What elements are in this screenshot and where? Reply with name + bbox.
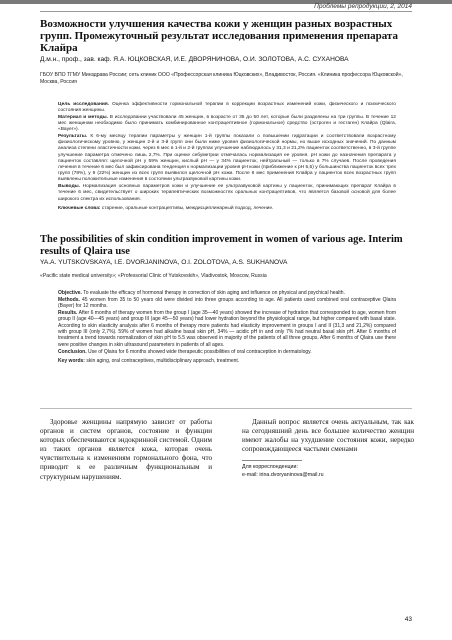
english-abstract	[58, 290, 396, 365]
abstract-conclusion-en-text: Use of Qlaira for 6 months showed wide therapeutic possibilities of oral contraception in dermatology.	[88, 348, 312, 355]
abstract-aim-label: Цель исследования.	[58, 102, 110, 107]
abstract-results	[58, 134, 396, 184]
abstract-aim-text: Оценка эффективности гормональной терапии в коррекции возрастных изменений кожи, физического и психического состояния женщины.	[58, 102, 396, 114]
abstract-methods-en	[58, 297, 396, 310]
correspondence-rule	[242, 460, 302, 461]
english-affiliation: «Pacific state medical university»; «Professorial Clinic of Yutskovskih», Vladivostok, Moscow, Russia	[40, 273, 267, 279]
page-number: 43	[404, 616, 412, 623]
abstract-keywords-text: старение, оральные контрацептивы, междисциплинарный подход, лечение.	[101, 205, 274, 211]
abstract-results-en	[58, 310, 396, 348]
russian-abstract	[58, 102, 396, 212]
abstract-results-en-label: Results.	[58, 310, 78, 317]
abstract-objective-label: Objective.	[58, 290, 82, 296]
abstract-conclusion-en	[58, 349, 396, 355]
russian-affiliation: ГБОУ ВПО ТГМУ Минздрава России; сеть клиник ООО «Профессорская клиника Юцковских», Владивосток, Россия. «Клиника профессора Юцковской», Москва, Россия	[40, 72, 403, 85]
abstract-objective	[58, 290, 396, 296]
abstract-results-text: К 6-му месяцу терапии параметры у женщин 1-й группы показали о повышении гидратации и соответствовали возрастному физиологическому уровню, у женщин 2-й и 3-й групп они были ниже уровня физиологической нормы, но выше исходных значений. По данным анализа степени эластичности кожи, через 6 мес в 1-й и 2-й группах улучшение наблюдалось у 31,3 и 21,2% пациенток соответственно, в 3-й группе улучшение параметра отмечено лишь 2,7%. При оценке себуметрии отмечалась нормализация ее уровня. pH кожи до назначения препарата у пациенток составлял: щелочной pH у 59% женщин, кислый pH — у 34% пациенток, нейтральный — только в 7% случаев. После проведения лечения в течение 6 мес был зафиксирована тенденция к нормализации уровня pH кожи (приближение к pH 5,5) у большинства пациенток всех трех групп (78%), у 9 (22%) женщин из всех групп выявился щелочной pH кожи. После 6 мес применения Клайра у пациенток всех возрастных групп выявлены положительные изменения в состоянии ультразвуковой картины кожи.	[58, 134, 396, 183]
journal-title: Проблемы репродукции, 2, 2014	[314, 3, 412, 10]
abstract-methods-en-text: 45 women from 35 to 50 years old were divided into three groups according to age. All patients used combined oral contraceptive Qlaira (Bayer) for 12 months.	[58, 296, 397, 310]
abstract-conclusion-en-label: Conclusion.	[58, 348, 87, 355]
english-authors: YA.A. YUTSKOVSKAYA, I.E. DVORJANINOVA, O.I. ZOLOTOVA, A.S. SUKHANOVA	[40, 259, 288, 266]
correspondence-label: Для корреспонденции:	[242, 464, 298, 470]
abstract-keywords-en	[58, 358, 396, 364]
english-title: The possibilities of skin condition improvement in women of various age. Interim results of Qlaira use	[40, 234, 403, 257]
correspondence-block	[242, 460, 414, 479]
abstract-results-label: Результаты.	[58, 134, 88, 140]
abstract-results-en-text: After 6 months of therapy women from the group I (age 35—40 years) showed the increase of hydration that corresponded to age, women from group II (age 40—45 years) and group III (age 45—50 years) had lower hydration beyond the physiological range, but higher compared with basal state. According to skin elasticity analysis after 6 months of therapy more patients had elasticity improvement in groups I and II (31,3 and 21,2%) compared with group III (only 2,7%). 59% of women had alkaline basal skin pH, 34% — acidic pH in and only 7% had neutral basal skin pH. After 6 months of treatment a trend towards normalization of skin pH to 5.5 was observed in majority of the patients of all three groups. After 6 months of Qlaira use there were positive changes in skin ultrasound parameters in patients of all ages.	[58, 310, 396, 348]
abstract-methods-text: В исследовании участвовали 45 женщин, в возрасте от 35 до 50 лет, которые были разделены на три группы. В течение 12 мес женщинам необходимо было принимать комбинированное контрацептивное (гормональное) средство (эстроген и гестаген) Клайра (Qlaira, «Bayer»).	[58, 114, 396, 133]
abstract-methods-en-label: Methods.	[58, 296, 80, 303]
abstract-keywords-en-label: Key words:	[58, 357, 85, 364]
abstract-aim	[58, 102, 396, 114]
abstract-keywords	[58, 206, 396, 212]
abstract-conclusion-label: Выводы.	[58, 184, 81, 190]
abstract-keywords-en-text: skin aging, oral contraceptives, multidisciplinary approach, treatment.	[86, 357, 240, 364]
abstract-objective-text: To evaluate the efficacy of hormonal therapy in correction of skin aging and influence on physical and psychical health.	[83, 290, 345, 296]
journal-header	[0, 0, 452, 12]
header-rule	[40, 11, 412, 12]
abstract-conclusion-text: Нормализация основных параметров кожи и улучшение ее ультразвуковой картины у пациенток, принимающих препарат Клайра в течение 6 мес, свидетельствует о широких терапевтических возможностях оральных контрацептивов, что является базовой основой для более широкого спектра их использования.	[58, 184, 396, 202]
abstract-keywords-label: Ключевые слова:	[58, 205, 101, 211]
abstract-conclusion	[58, 184, 396, 203]
russian-authors: Д.м.н., проф., зав. каф. Я.А. ЮЦКОВСКАЯ, И.Е. ДВОРЯНИНОВА, О.И. ЗОЛОТОВА, А.С. СУХАНОВА	[40, 56, 349, 63]
abstract-methods	[58, 115, 396, 134]
body-column-right: Данный вопрос является очень актуальным, так как на сегодняшний день все большее количество женщин имеют жалобы на ухудшение состояния кожи, нередко сопровождающееся частыми сменами	[242, 418, 414, 454]
correspondence-email[interactable]: e-mail: irina.dvoryaninova@mail.ru	[242, 472, 324, 478]
body-column-left: Здоровье женщины напрямую зависит от работы органов и систем органов, состояние и функции которых обеспечиваются эндокринной системой. Одним из таких органов является кожа, которая очень чувствительна к изменениям гормонального фона, что приводит к ее различным функциональным и структурным нарушениям.	[40, 418, 212, 481]
abstract-methods-label: Материал и методы.	[58, 114, 109, 120]
section-divider	[40, 408, 412, 409]
russian-title: Возможности улучшения качества кожи у женщин разных возрастных групп. Промежуточный результат исследования применения препарата Клайра	[40, 18, 398, 55]
